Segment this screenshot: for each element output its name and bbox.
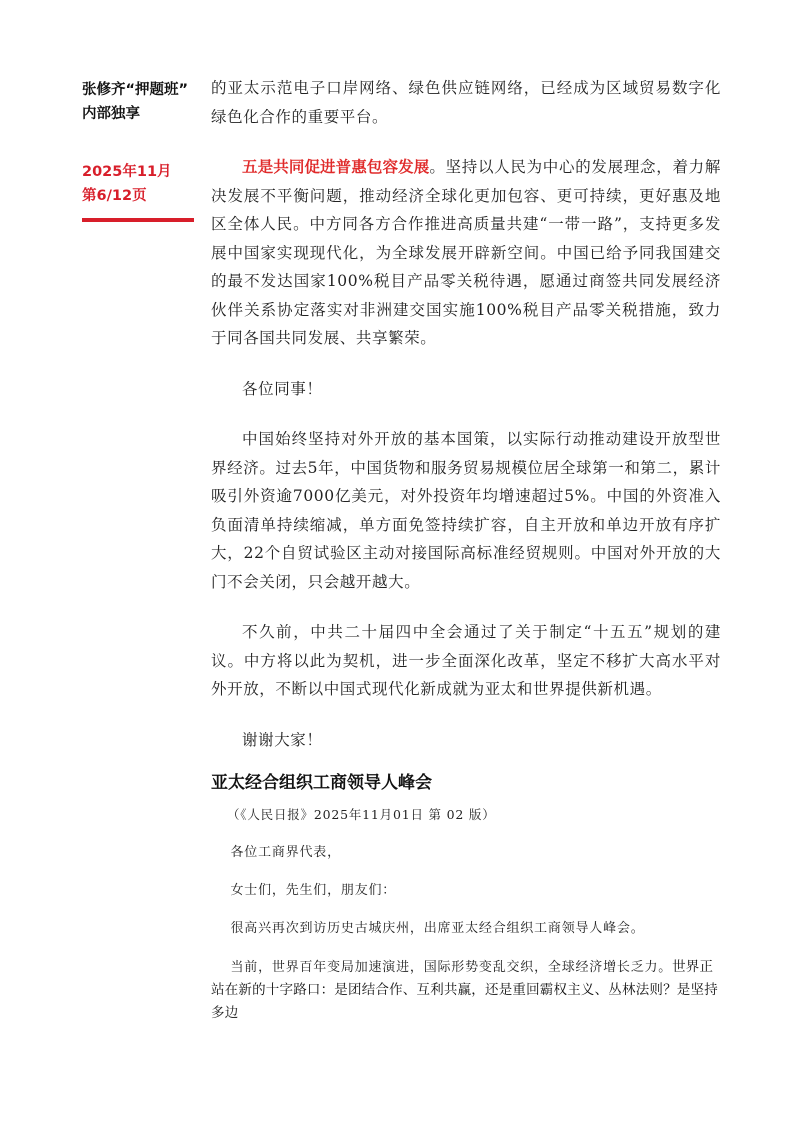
- paragraph-3: 各位同事！: [242, 379, 323, 398]
- sidebar: [82, 78, 194, 222]
- section-line-4: [211, 956, 721, 1025]
- section-line-3: 很高兴再次到访历史古城庆州，出席亚太经合组织工商领导人峰会。: [230, 921, 645, 936]
- sidebar-title-line2: 内部独享: [82, 106, 140, 122]
- main-content: [211, 74, 721, 776]
- sidebar-date-month: 2025年11月: [82, 164, 172, 180]
- paragraph-2-heading: 五是共同促进普惠包容发展: [242, 158, 430, 176]
- sidebar-date: [82, 160, 194, 208]
- section-line-4-serif: 当前，世界百年变局加速演进，国际形势变乱交织，全球经济增长乏力。: [230, 960, 673, 975]
- section-title: 亚太经合组织工商领导人峰会: [211, 773, 432, 793]
- paragraph-4: 中国始终坚持对外开放的基本国策，以实际行动推动建设开放型世界经济。过去5年，中国货物和服务贸易规模位居全球第一和第二，累计吸引外资逾7000亿美元，对外投资年均增速超过5%。中国的外资准入负面清单持续缩减，单方面免签持续扩容，自主开放和单边开放有序扩大，22个自贸试验区主动对接国际高标准经贸规则。中国对外开放的大门不会关闭，只会越开越大。: [211, 430, 721, 591]
- sidebar-divider: [82, 218, 194, 222]
- section-body: [211, 804, 721, 1041]
- paragraph-6: 谢谢大家！: [242, 730, 323, 749]
- paragraph-2-text: 。坚持以人民为中心的发展理念，着力解决发展不平衡问题，推动经济全球化更加包容、更可持续，更好惠及地区全体人民。中方同各方合作推进高质量共建“一带一路”，支持更多发展中国家实现现代化，为全球发展开辟新空间。中国已给予同我国建交的最不发达国家100%税目产品零关税待遇，愿通过商签共同发展经济伙伴关系协定落实对非洲建交国实施100%税目产品零关税措施，致力于同各国共同发展、共享繁荣。: [211, 158, 721, 347]
- paragraph-2: [211, 153, 721, 353]
- paragraph-1: 的亚太示范电子口岸网络、绿色供应链网络，已经成为区域贸易数字化绿色化合作的重要平台。: [211, 79, 721, 126]
- paragraph-5: 不久前，中共二十届四中全会通过了关于制定“十五五”规划的建议。中方将以此为契机，进一步全面深化改革，坚定不移扩大高水平对外开放，不断以中国式现代化新成就为亚太和世界提供新机遇。: [211, 623, 721, 698]
- section-line-4-sans: 世界正站在新的十字路口：是团结合作、互利共赢，还是重回霸权主义、丛林法则？是坚持多边: [211, 959, 718, 1021]
- source-line: （《人民日报》2025年11月01日 第 02 版）: [227, 807, 496, 822]
- section-line-2: 女士们，先生们，朋友们：: [230, 883, 397, 898]
- sidebar-page-number: 第6/12页: [82, 188, 147, 204]
- sidebar-title-line1: 张修齐“押题班”: [82, 82, 189, 98]
- section-line-1: 各位工商界代表，: [230, 845, 341, 860]
